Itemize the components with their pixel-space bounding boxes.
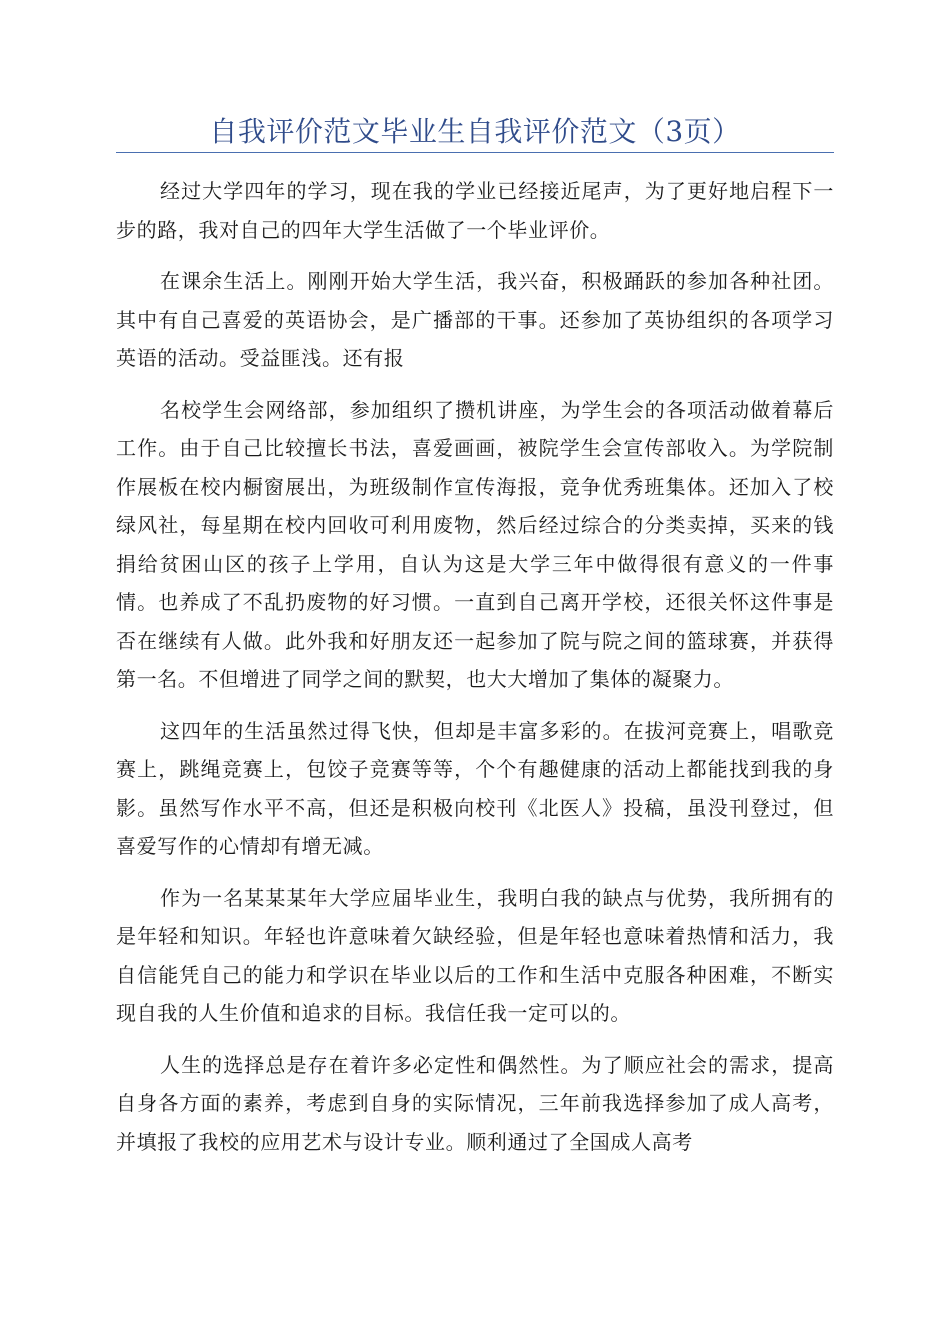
title-block [116, 112, 834, 153]
paragraph-5: 作为一名某某某年大学应届毕业生，我明白我的缺点与优势，我所拥有的是年轻和知识。年轻也许意味着欠缺经验，但是年轻也意味着热情和活力，我自信能凭自己的能力和学识在毕业以后的工作和生活中克服各种困难，不断实现自我的人生价值和追求的目标。我信任我一定可以的。 [116, 885, 834, 1025]
paragraph-1: 经过大学四年的学习，现在我的学业已经接近尾声，为了更好地启程下一步的路，我对自己的四年大学生活做了一个毕业评价。 [116, 179, 834, 242]
paragraph-6: 人生的选择总是存在着许多必定性和偶然性。为了顺应社会的需求，提高自身各方面的素养，考虑到自身的实际情况，三年前我选择参加了成人高考，并填报了我校的应用艺术与设计专业。顺利通过了全国成人高考 [116, 1052, 834, 1154]
title-underline [116, 152, 834, 153]
document-title: 自我评价范文毕业生自我评价范文（3页） [209, 115, 741, 148]
document-body [116, 172, 834, 1174]
paragraph-3: 名校学生会网络部，参加组织了攒机讲座，为学生会的各项活动做着幕后工作。由于自己比较擅长书法，喜爱画画，被院学生会宣传部收入。为学院制作展板在校内橱窗展出，为班级制作宣传海报，竞争优秀班集体。还加入了校绿风社，每星期在校内回收可利用废物，然后经过综合的分类卖掉，买来的钱捐给贫困山区的孩子上学用，自认为这是大学三年中做得很有意义的一件事情。也养成了不乱扔废物的好习惯。一直到自己离开学校，还很关怀这件事是否在继续有人做。此外我和好朋友还一起参加了院与院之间的篮球赛，并获得第一名。不但增进了同学之间的默契，也大大增加了集体的凝聚力。 [116, 397, 834, 691]
paragraph-2: 在课余生活上。刚刚开始大学生活，我兴奋，积极踊跃的参加各种社团。其中有自己喜爱的英语协会，是广播部的干事。还参加了英协组织的各项学习英语的活动。受益匪浅。还有报 [116, 269, 834, 370]
paragraph-4: 这四年的生活虽然过得飞快，但却是丰富多彩的。在拔河竞赛上，唱歌竞赛上，跳绳竞赛上，包饺子竞赛等等，个个有趣健康的活动上都能找到我的身影。虽然写作水平不高，但还是积极向校刊《北医人》投稿，虽没刊登过，但喜爱写作的心情却有增无减。 [116, 718, 834, 858]
